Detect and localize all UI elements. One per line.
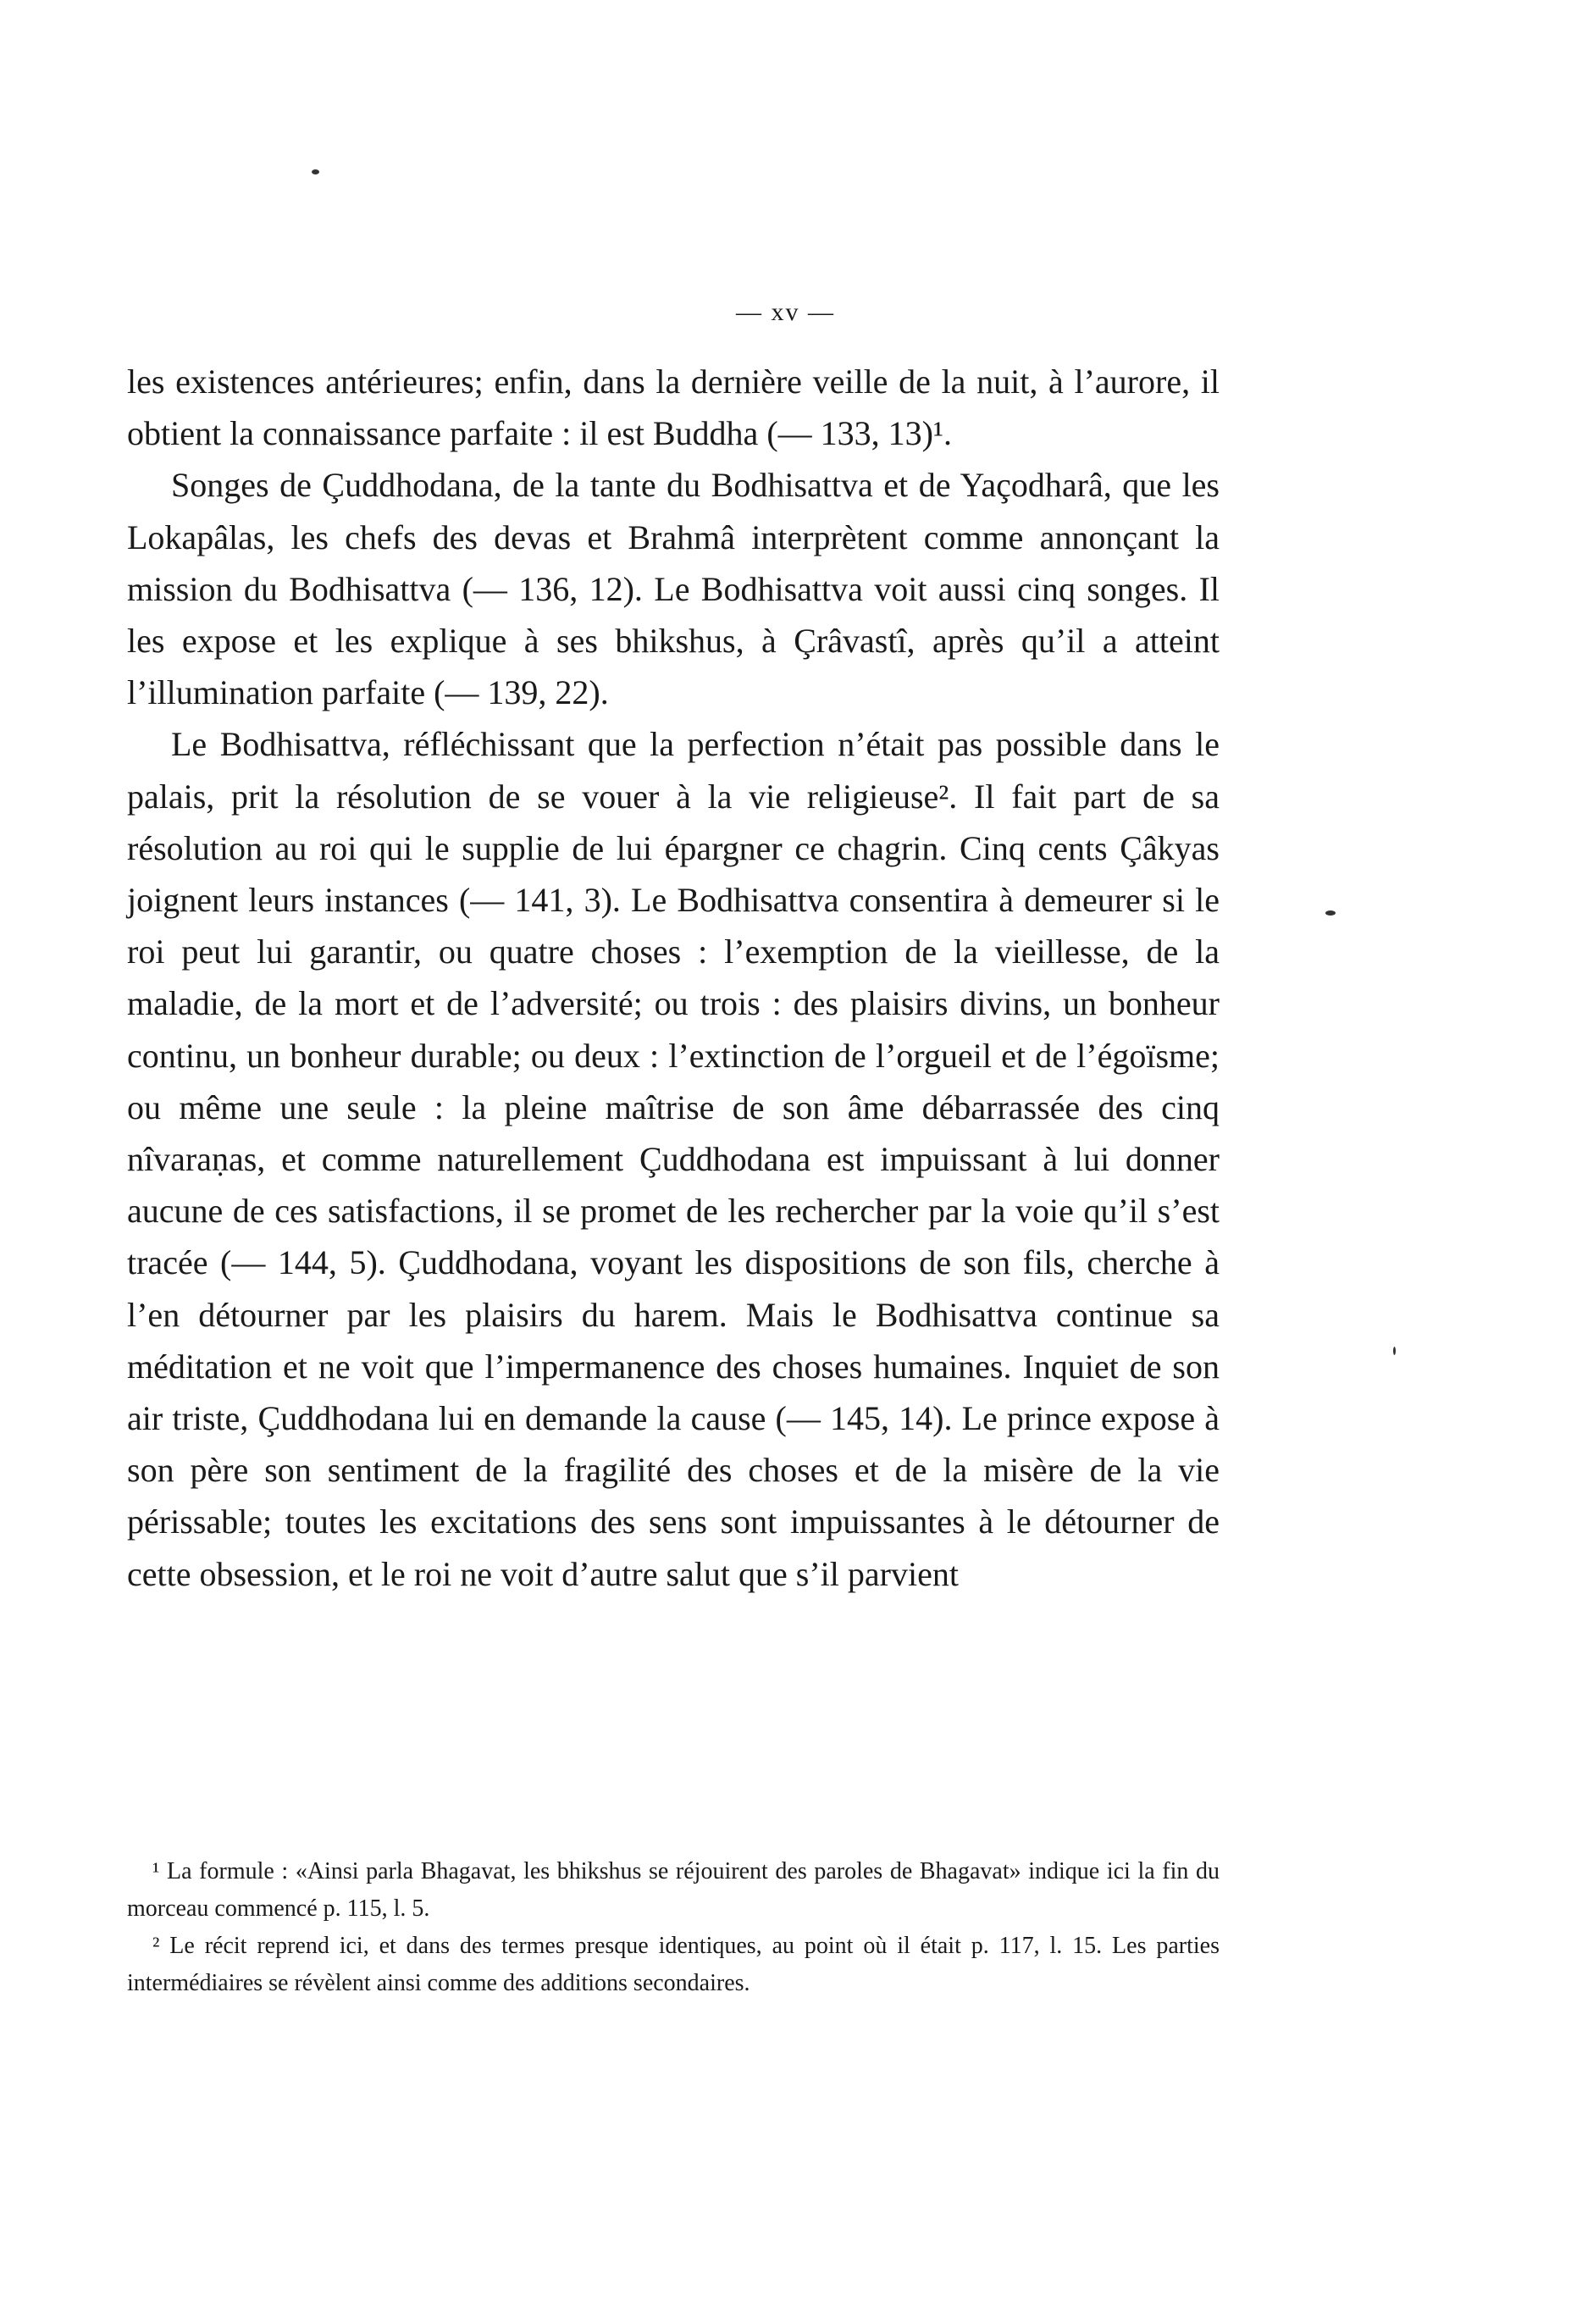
paragraph: les existences antérieures; enfin, dans la dernière veille de la nuit, à l’aurore, il obtient la connaissance parfaite : il est Buddha (— 133, 13)¹. [127, 362, 1220, 453]
scan-speck-decoration [1393, 1347, 1396, 1355]
scan-speck-decoration [1325, 910, 1336, 916]
paragraph: Le Bodhisattva, réfléchissant que la perfection n’était pas possible dans le palais, prit la résolution de se vouer à la vie religieuse². Il fait part de sa résolution au roi qui le supplie de lui épargner ce chagrin. Cinq cents Çâkyas joignent leurs instances (— 141, 3). Le Bodhisattva consentira à demeurer si le roi peut lui garantir, ou quatre choses : l’exemption de la vieillesse, de la maladie, de la mort et de l’adversité; ou trois : des plaisirs divins, un bonheur continu, un bonheur durable; ou deux : l’extinction de l’orgueil et de l’égoïsme; ou même une seule : la pleine maîtrise de son âme débarrassée des cinq nîvaraṇas, et comme naturellement Çuddhodana est impuissant à lui donner aucune de ces satisfactions, il se promet de les rechercher par la voie qu’il s’est tracée (— 144, 5). Çuddhodana, voyant les dispositions de son fils, cherche à l’en détourner par les plaisirs du harem. Mais le Bodhisattva continue sa méditation et ne voit que l’impermanence des choses humaines. Inquiet de son air triste, Çuddhodana lui en demande la cause (— 145, 14). Le prince expose à son père son sentiment de la fragilité des choses et de la misère de la vie périssable; toutes les excitations des sens sont impuissantes à le détourner de cette obsession, et le roi ne voit d’autre salut que s’il parvient [127, 725, 1220, 1593]
main-text [127, 356, 1220, 1600]
scan-speck-decoration [312, 169, 319, 174]
footnotes [127, 1853, 1220, 2002]
footnote: ² Le récit reprend ici, et dans des termes presque identiques, au point où il était p. 117, l. 15. Les parties intermédiaires se révèlent ainsi comme des additions secondaires. [127, 1933, 1220, 1996]
footnote: ¹ La formule : «Ainsi parla Bhagavat, les bhikshus se réjouirent des paroles de Bhagavat» indique ici la fin du morceau commencé p. 115, l. 5. [127, 1858, 1220, 1922]
paragraph: Songes de Çuddhodana, de la tante du Bodhisattva et de Yaçodharâ, que les Lokapâlas, les chefs des devas et Brahmâ interprètent comme annonçant la mission du Bodhisattva (— 136, 12). Le Bodhisattva voit aussi cinq songes. Il les expose et les explique à ses bhikshus, à Çrâvastî, après qu’il a atteint l’illumination parfaite (— 139, 22). [127, 466, 1220, 712]
page-number-header: — xv — [736, 298, 835, 326]
